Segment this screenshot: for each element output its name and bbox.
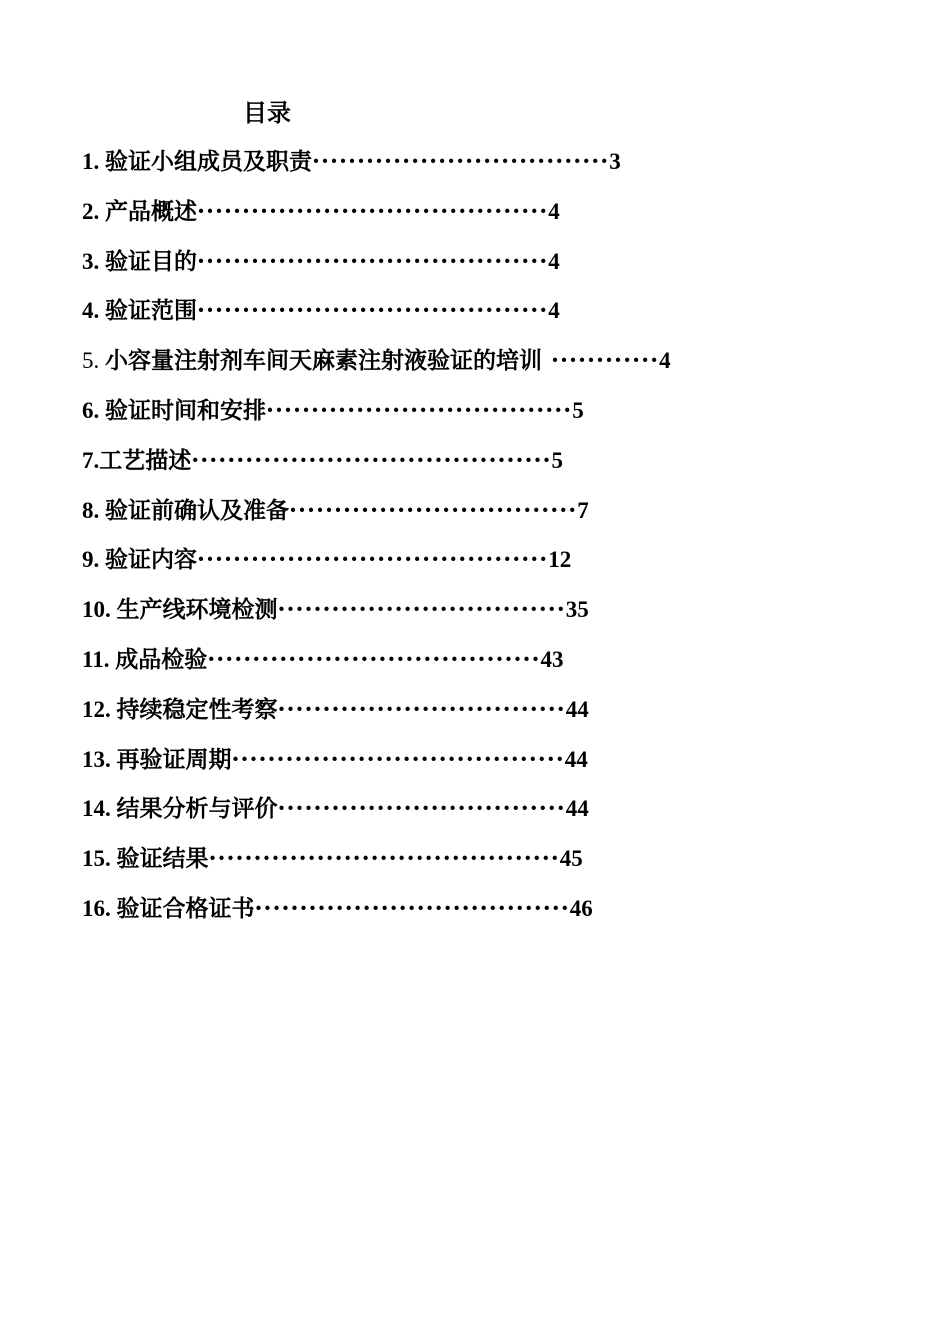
toc-entry-page: 3	[609, 149, 621, 174]
toc-entry-9[interactable]	[82, 542, 671, 592]
toc-entry-leader: ·······································	[197, 297, 549, 325]
toc-entry-number: 13.	[82, 746, 117, 772]
toc-entry-leader: ··································	[266, 396, 573, 424]
toc-entry-2[interactable]	[82, 194, 671, 244]
toc-entry-leader: ································	[289, 496, 578, 524]
toc-entry-title: 验证合格证书	[116, 894, 255, 922]
toc-entry-number: 5.	[82, 348, 105, 374]
toc-entry-6[interactable]	[82, 393, 671, 443]
toc-entry-page: 4	[548, 298, 560, 324]
toc-entry-page: 35	[565, 597, 589, 623]
toc-entry-number: 12.	[82, 696, 117, 722]
toc-entry-leader: ································	[277, 596, 566, 624]
toc-entry-16[interactable]	[82, 891, 671, 941]
toc-entry-page: 45	[559, 846, 583, 872]
toc-entry-14[interactable]	[82, 791, 671, 841]
toc-entry-page: 4	[659, 348, 671, 374]
toc-title: 目录	[243, 98, 291, 127]
toc-entry-number: 16.	[82, 895, 117, 921]
toc-entry-number: 8.	[82, 497, 105, 523]
toc-entry-number: 11.	[82, 646, 116, 672]
toc-entry-13[interactable]	[82, 742, 671, 792]
toc-entry-number: 15.	[82, 846, 117, 872]
toc-entry-1[interactable]	[82, 144, 671, 194]
toc-entry-5[interactable]	[82, 343, 671, 393]
toc-entry-15[interactable]	[82, 841, 671, 891]
toc-entry-page: 4	[548, 198, 560, 224]
toc-entry-number: 9.	[82, 547, 105, 573]
toc-entry-title: 验证结果	[116, 845, 209, 873]
toc-entry-leader: ········································	[191, 446, 552, 474]
toc-entry-number: 6.	[82, 397, 105, 423]
toc-entry-title: 再验证周期	[116, 745, 232, 773]
toc-entry-title: 验证前确认及准备	[105, 496, 289, 524]
toc-entry-title: 结果分析与评价	[116, 795, 278, 823]
toc-entry-number: 3.	[82, 248, 105, 274]
toc-entry-leader: ···································	[254, 894, 570, 922]
toc-entry-title: 验证目的	[105, 247, 197, 275]
toc-entry-number: 7.	[82, 447, 100, 473]
toc-entry-11[interactable]	[82, 642, 671, 692]
toc-entry-page: 7	[577, 497, 589, 523]
toc-entry-number: 4.	[82, 298, 105, 324]
toc-entry-leader: ·····································	[231, 745, 565, 773]
toc-entry-7[interactable]	[82, 443, 671, 493]
toc-entry-leader: ·····································	[207, 645, 541, 673]
toc-list	[82, 144, 671, 941]
toc-entry-title: 小容量注射剂车间天麻素注射液验证的培训	[105, 347, 542, 375]
toc-entry-page: 44	[565, 696, 589, 722]
toc-entry-title: 验证时间和安排	[105, 396, 266, 424]
toc-entry-title: 验证内容	[105, 546, 197, 574]
toc-entry-title: 验证范围	[105, 297, 197, 325]
toc-entry-page: 4	[548, 248, 560, 274]
toc-entry-page: 12	[548, 547, 572, 573]
toc-entry-leader: ·······································	[197, 197, 549, 225]
toc-entry-leader: ································	[277, 695, 566, 723]
toc-entry-page: 43	[540, 646, 564, 672]
toc-entry-title: 工艺描述	[99, 446, 192, 474]
toc-entry-number: 10.	[82, 597, 117, 623]
toc-entry-page: 44	[564, 746, 588, 772]
toc-entry-number: 1.	[82, 149, 105, 174]
toc-entry-leader: ·······································	[197, 247, 549, 275]
toc-entry-3[interactable]	[82, 244, 671, 294]
toc-entry-number: 2.	[82, 198, 105, 224]
toc-entry-page: 5	[551, 447, 564, 473]
toc-entry-title: 生产线环境检测	[116, 596, 278, 624]
toc-entry-title: 持续稳定性考察	[116, 695, 278, 723]
toc-entry-12[interactable]	[82, 692, 671, 742]
toc-entry-leader: ································	[277, 795, 566, 823]
toc-entry-title: 验证小组成员及职责	[105, 148, 312, 175]
toc-entry-8[interactable]	[82, 493, 671, 543]
toc-entry-leader: ·······································	[197, 546, 549, 574]
toc-entry-leader: ·································	[312, 148, 610, 175]
toc-entry-page: 44	[565, 796, 589, 822]
toc-entry-leader: ············	[542, 347, 660, 375]
toc-entry-title: 产品概述	[105, 197, 197, 225]
toc-entry-title: 成品检验	[115, 645, 208, 673]
toc-entry-number: 14.	[82, 796, 117, 822]
toc-entry-10[interactable]	[82, 592, 671, 642]
toc-entry-leader: ·······································	[208, 845, 560, 873]
toc-entry-4[interactable]	[82, 293, 671, 343]
toc-entry-page: 5	[572, 397, 584, 423]
toc-entry-page: 46	[569, 895, 593, 921]
